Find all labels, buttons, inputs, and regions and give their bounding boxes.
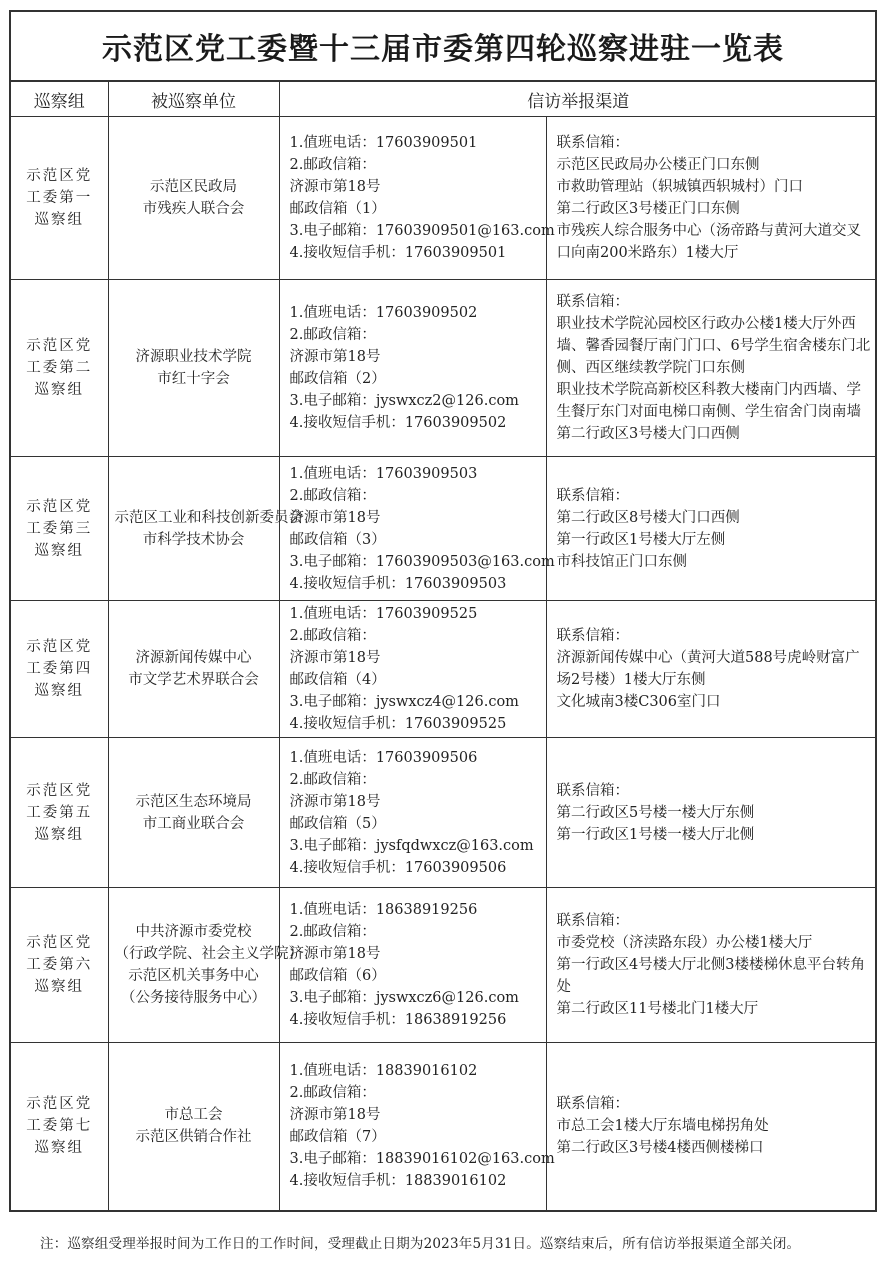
inspection-group-cell: 示范区党工委第六巡察组 bbox=[11, 888, 108, 1043]
inspected-unit-line: （行政学院、社会主义学院） bbox=[114, 946, 303, 962]
inspected-unit-line: 市工商业联合会 bbox=[142, 815, 245, 832]
inspected-unit-line: 济源职业技术学院 bbox=[135, 349, 252, 365]
channel-line: 邮政信箱（2） bbox=[289, 371, 386, 387]
channel-line: 2.邮政信箱： bbox=[289, 771, 376, 788]
channel-line: 1.值班电话：17603909503 bbox=[289, 465, 478, 482]
channel-line: 济源市第18号 bbox=[289, 650, 381, 666]
inspected-unit-cell bbox=[108, 280, 279, 457]
inspected-unit-cell bbox=[108, 601, 279, 738]
channel-line: 邮政信箱（4） bbox=[289, 672, 386, 688]
channel-line: 2.邮政信箱： bbox=[289, 628, 376, 644]
mailbox-cell bbox=[546, 1043, 877, 1210]
mailbox-line: 联系信箱： bbox=[556, 294, 629, 310]
mailbox-line: 第二行政区8号楼大门口西侧 bbox=[556, 509, 740, 526]
table-row bbox=[11, 738, 877, 888]
inspected-unit-line: 示范区工业和科技创新委员会 bbox=[114, 509, 303, 526]
mailbox-line: 市救助管理站（轵城镇西轵城村）门口 bbox=[556, 179, 803, 195]
channel-line: 3.电子邮箱：17603909503@163.com bbox=[289, 553, 555, 570]
channel-line: 1.值班电话：17603909501 bbox=[289, 135, 478, 151]
channel-line: 2.邮政信箱： bbox=[289, 157, 376, 173]
inspection-group-cell: 示范区党工委第五巡察组 bbox=[11, 738, 108, 888]
channel-line: 2.邮政信箱： bbox=[289, 327, 376, 343]
inspected-unit-cell bbox=[108, 117, 279, 280]
channel-cell bbox=[279, 457, 555, 601]
channel-line: 邮政信箱（1） bbox=[289, 201, 386, 217]
mailbox-line: 第一行政区4号楼大厅北侧3楼楼梯休息平台转角处 bbox=[556, 957, 865, 995]
channel-line: 济源市第18号 bbox=[289, 793, 381, 810]
channel-line: 2.邮政信箱： bbox=[289, 924, 376, 940]
mailbox-cell bbox=[546, 280, 877, 457]
channel-line: 3.电子邮箱：18839016102@163.com bbox=[289, 1151, 555, 1168]
channel-line: 邮政信箱（7） bbox=[289, 1129, 386, 1146]
mailbox-cell bbox=[546, 738, 877, 888]
mailbox-line: 市委党校（济渎路东段）办公楼1楼大厅 bbox=[556, 935, 813, 951]
mailbox-line: 市残疾人综合服务中心（汤帝路与黄河大道交叉口向南200米路东）1楼大厅 bbox=[556, 223, 861, 261]
channel-line: 3.电子邮箱：jysfqdwxcz@163.com bbox=[289, 837, 534, 854]
inspection-table bbox=[11, 81, 877, 1210]
channel-line: 4.接收短信手机：17603909501 bbox=[289, 245, 507, 261]
mailbox-line: 职业技术学院高新校区科教大楼南门内西墙、学生餐厅东门对面电梯口南侧、学生宿舍门岗南墙 bbox=[556, 382, 861, 420]
mailbox-line: 第二行政区3号楼大门口西侧 bbox=[556, 426, 740, 442]
inspected-unit-line: 市红十字会 bbox=[157, 371, 230, 387]
channel-line: 济源市第18号 bbox=[289, 1107, 381, 1124]
mailbox-line: 联系信箱： bbox=[556, 135, 629, 151]
channel-line: 4.接收短信手机：18839016102 bbox=[289, 1173, 507, 1190]
inspected-unit-line: 市残疾人联合会 bbox=[142, 201, 245, 217]
channel-cell bbox=[279, 117, 555, 280]
inspected-unit-line: 示范区供销合作社 bbox=[135, 1129, 252, 1146]
inspected-unit-line: 市总工会 bbox=[164, 1107, 223, 1124]
mailbox-line: 联系信箱： bbox=[556, 487, 629, 504]
mailbox-line: 示范区民政局办公楼正门口东侧 bbox=[556, 157, 760, 173]
table-row bbox=[11, 888, 877, 1043]
mailbox-cell bbox=[546, 117, 877, 280]
mailbox-cell bbox=[546, 457, 877, 601]
inspected-unit-line: 市文学艺术界联合会 bbox=[128, 672, 259, 688]
inspection-group-cell: 示范区党工委第一巡察组 bbox=[11, 117, 108, 280]
inspected-unit-cell bbox=[108, 738, 279, 888]
mailbox-cell bbox=[546, 601, 877, 738]
channel-line: 1.值班电话：17603909506 bbox=[289, 749, 478, 766]
mailbox-line: 联系信箱： bbox=[556, 628, 629, 644]
mailbox-line: 文化城南3楼C306室门口 bbox=[556, 694, 721, 710]
channel-cell bbox=[279, 738, 546, 888]
table-row bbox=[11, 280, 877, 457]
inspection-group-cell: 示范区党工委第三巡察组 bbox=[11, 457, 108, 601]
mailbox-line: 第二行政区3号楼正门口东侧 bbox=[556, 201, 740, 217]
mailbox-line: 联系信箱： bbox=[556, 782, 629, 799]
mailbox-line: 职业技术学院沁园校区行政办公楼1楼大厅外西墙、馨香园餐厅南门门口、6号学生宿舍楼东门北侧、西区继续教学院门口东侧 bbox=[556, 316, 871, 376]
mailbox-line: 联系信箱： bbox=[556, 913, 629, 929]
channel-line: 4.接收短信手机：18638919256 bbox=[289, 1012, 507, 1028]
channel-line: 4.接收短信手机：17603909506 bbox=[289, 859, 507, 876]
channel-line: 3.电子邮箱：jyswxcz6@126.com bbox=[289, 990, 519, 1006]
channel-line: 1.值班电话：17603909502 bbox=[289, 305, 478, 321]
channel-line: 济源市第18号 bbox=[289, 509, 381, 526]
mailbox-line: 市总工会1楼大厅东墙电梯拐角处 bbox=[556, 1118, 769, 1135]
channel-cell bbox=[279, 280, 546, 457]
page-title: 示范区党工委暨十三届市委第四轮巡察进驻一览表 bbox=[11, 12, 875, 81]
channel-line: 济源市第18号 bbox=[289, 946, 381, 962]
header-unit: 被巡察单位 bbox=[108, 82, 279, 117]
mailbox-line: 第二行政区3号楼4楼西侧楼梯口 bbox=[556, 1140, 764, 1157]
channel-line: 4.接收短信手机：17603909502 bbox=[289, 415, 507, 431]
inspected-unit-line: 济源新闻传媒中心 bbox=[135, 650, 252, 666]
channel-line: 3.电子邮箱：17603909501@163.com bbox=[289, 223, 555, 239]
channel-line: 1.值班电话：17603909525 bbox=[289, 606, 478, 622]
inspected-unit-line: （公务接待服务中心） bbox=[121, 990, 266, 1006]
channel-line: 2.邮政信箱： bbox=[289, 487, 376, 504]
mailbox-line: 联系信箱： bbox=[556, 1096, 629, 1113]
channel-line: 邮政信箱（6） bbox=[289, 968, 386, 984]
channel-line: 3.电子邮箱：jyswxcz4@126.com bbox=[289, 694, 519, 710]
inspected-unit-line: 示范区机关事务中心 bbox=[128, 968, 259, 984]
inspection-group-cell: 示范区党工委第二巡察组 bbox=[11, 280, 108, 457]
channel-line: 邮政信箱（3） bbox=[289, 531, 386, 548]
channel-cell bbox=[279, 888, 546, 1043]
channel-cell bbox=[279, 1043, 555, 1210]
header-row bbox=[11, 82, 877, 117]
inspected-unit-line: 中共济源市委党校 bbox=[135, 924, 252, 940]
footnote: 注：巡察组受理举报时间为工作日的工作时间，受理截止日期为2023年5月31日。巡察结束后，所有信访举报渠道全部关闭。 bbox=[40, 1236, 801, 1252]
channel-cell bbox=[279, 601, 546, 738]
channel-line: 4.接收短信手机：17603909525 bbox=[289, 716, 507, 732]
table-row bbox=[11, 457, 877, 601]
inspected-unit-line: 市科学技术协会 bbox=[142, 531, 245, 548]
channel-line: 邮政信箱（5） bbox=[289, 815, 386, 832]
table-row bbox=[11, 601, 877, 738]
table-frame bbox=[9, 10, 877, 1212]
channel-line: 4.接收短信手机：17603909503 bbox=[289, 575, 507, 592]
inspected-unit-line: 示范区民政局 bbox=[150, 179, 237, 195]
channel-line: 1.值班电话：18839016102 bbox=[289, 1063, 478, 1080]
mailbox-line: 第一行政区1号楼大厅左侧 bbox=[556, 531, 726, 548]
mailbox-cell bbox=[546, 888, 877, 1043]
channel-line: 济源市第18号 bbox=[289, 349, 381, 365]
channel-line: 济源市第18号 bbox=[289, 179, 381, 195]
header-channel: 信访举报渠道 bbox=[279, 82, 877, 117]
table-row bbox=[11, 117, 877, 280]
mailbox-line: 市科技馆正门口东侧 bbox=[556, 553, 687, 570]
inspected-unit-cell bbox=[108, 457, 303, 601]
channel-line: 1.值班电话：18638919256 bbox=[289, 902, 478, 918]
inspected-unit-line: 示范区生态环境局 bbox=[135, 793, 252, 810]
channel-line: 2.邮政信箱： bbox=[289, 1085, 376, 1102]
mailbox-line: 第一行政区1号楼一楼大厅北侧 bbox=[556, 826, 755, 843]
mailbox-line: 第二行政区5号楼一楼大厅东侧 bbox=[556, 804, 755, 821]
channel-line: 3.电子邮箱：jyswxcz2@126.com bbox=[289, 393, 519, 409]
inspection-group-cell: 示范区党工委第四巡察组 bbox=[11, 601, 108, 738]
inspection-group-cell: 示范区党工委第七巡察组 bbox=[11, 1043, 108, 1210]
inspected-unit-cell bbox=[108, 1043, 279, 1210]
mailbox-line: 第二行政区11号楼北门1楼大厅 bbox=[556, 1001, 759, 1017]
table-row bbox=[11, 1043, 877, 1210]
inspected-unit-cell bbox=[108, 888, 303, 1043]
mailbox-line: 济源新闻传媒中心（黄河大道588号虎岭财富广场2号楼）1楼大厅东侧 bbox=[556, 650, 860, 688]
header-group: 巡察组 bbox=[11, 82, 108, 117]
